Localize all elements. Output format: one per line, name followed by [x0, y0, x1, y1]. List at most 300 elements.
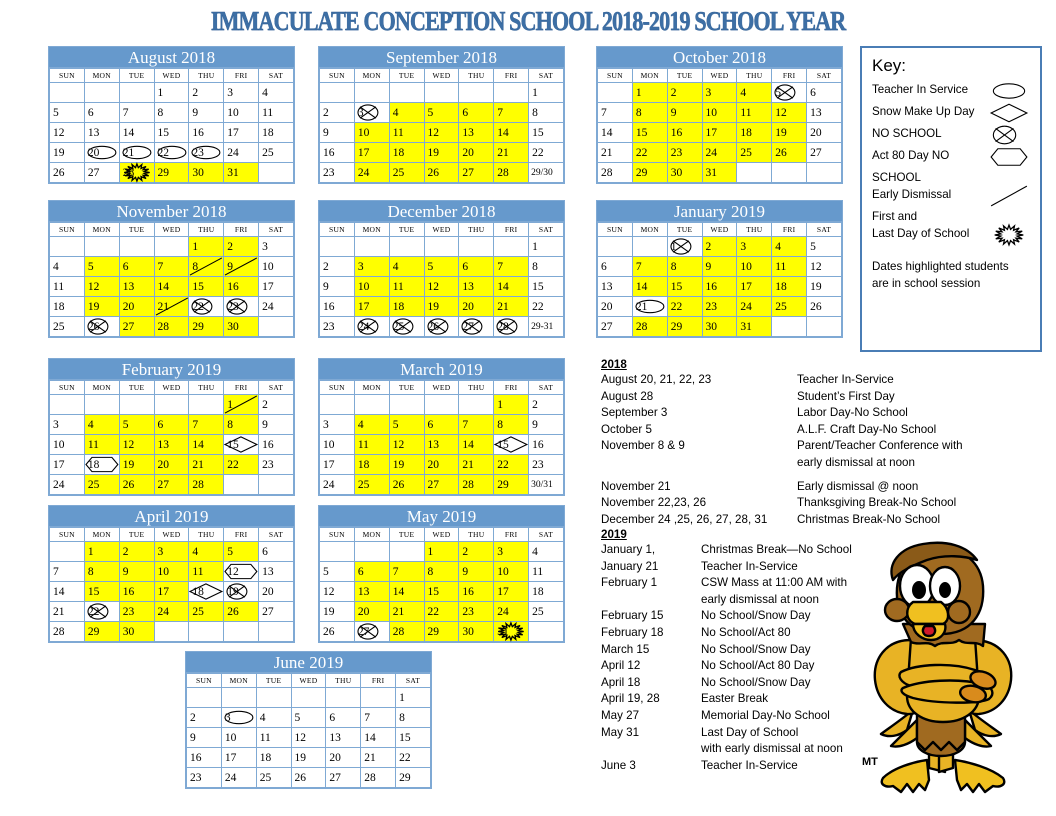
- day-number: 13: [462, 126, 474, 139]
- empty-day-cell: [119, 395, 154, 415]
- day-cell: [187, 768, 222, 788]
- weekday-header-sat: SAT: [807, 223, 842, 237]
- day-cell: [224, 83, 259, 103]
- weekday-header-sun: SUN: [598, 69, 633, 83]
- day-number: 15: [497, 438, 509, 451]
- day-number: 21: [601, 146, 613, 159]
- weekday-header-fri: FRI: [224, 528, 259, 542]
- day-cell: [361, 748, 396, 768]
- day-cell: [320, 602, 355, 622]
- day-number: 24: [497, 605, 509, 618]
- day-cell: [189, 163, 224, 183]
- day-number: 22: [399, 751, 411, 764]
- week-row: [320, 455, 564, 475]
- empty-day-cell: [259, 475, 294, 495]
- weekday-header-sat: SAT: [259, 69, 294, 83]
- week-row: [320, 475, 564, 495]
- event-row: [601, 512, 991, 529]
- day-number: 5: [294, 711, 301, 724]
- day-number: 17: [224, 751, 237, 764]
- day-cell: [737, 317, 772, 337]
- month-block-october-2018: [596, 46, 843, 184]
- empty-day-cell: [459, 237, 494, 257]
- day-cell: [459, 475, 494, 495]
- empty-day-cell: [354, 395, 389, 415]
- day-number: 23: [670, 146, 683, 159]
- day-number: 8: [497, 418, 503, 431]
- day-cell: [259, 297, 294, 317]
- day-cell: [224, 435, 259, 455]
- day-cell: [598, 257, 633, 277]
- day-cell: [224, 237, 259, 257]
- day-cell: [84, 475, 119, 495]
- empty-day-cell: [50, 542, 85, 562]
- day-cell: [389, 123, 424, 143]
- weekday-header-tue: TUE: [667, 69, 702, 83]
- day-cell: [807, 297, 842, 317]
- day-number: 19: [294, 751, 307, 764]
- weekday-header-thu: THU: [189, 528, 224, 542]
- day-cell: [424, 562, 459, 582]
- day-number: 20: [462, 300, 474, 313]
- day-number: 17: [357, 300, 370, 313]
- day-cell: [598, 123, 633, 143]
- key-rows: [862, 82, 1040, 248]
- key-symbol: [990, 185, 1028, 211]
- day-cell: [354, 277, 389, 297]
- day-number: 18: [392, 300, 405, 313]
- starburst-icon: [990, 224, 1028, 246]
- day-cell: [807, 123, 842, 143]
- week-row: [598, 143, 842, 163]
- day-number: 13: [87, 126, 100, 139]
- day-number: 26: [87, 320, 100, 333]
- event-date: December 24 ,25, 26, 27, 28, 31: [601, 512, 768, 526]
- day-number: 21: [462, 458, 474, 471]
- day-cell: [632, 257, 667, 277]
- day-cell: [259, 542, 294, 562]
- day-number: 10: [157, 565, 170, 578]
- weekday-header-mon: MON: [632, 69, 667, 83]
- event-date: January 1,: [601, 543, 656, 556]
- day-number: 16: [190, 751, 202, 764]
- week-row: [598, 237, 842, 257]
- day-cell: [154, 435, 189, 455]
- day-number: 16: [462, 585, 474, 598]
- day-number: 17: [357, 146, 370, 159]
- event-description: No School/Snow Day: [701, 609, 811, 623]
- weekday-header-sun: SUN: [320, 381, 355, 395]
- empty-day-cell: [256, 688, 291, 708]
- empty-day-cell: [389, 542, 424, 562]
- day-number: 7: [635, 260, 642, 273]
- day-cell: [187, 748, 222, 768]
- day-number: 22: [192, 300, 204, 313]
- month-title: August 2018: [49, 47, 294, 68]
- month-block-march-2019: [318, 358, 565, 496]
- day-number: 21: [53, 605, 65, 618]
- day-cell: [154, 163, 189, 183]
- weekday-header-sun: SUN: [50, 69, 85, 83]
- day-number: 9: [227, 260, 233, 273]
- day-number: 8: [670, 260, 677, 273]
- empty-day-cell: [221, 688, 256, 708]
- day-cell: [389, 475, 424, 495]
- weekday-header-tue: TUE: [256, 674, 291, 688]
- month-title: October 2018: [597, 47, 842, 68]
- week-row: [598, 317, 842, 337]
- day-cell: [224, 415, 259, 435]
- day-number: 29/30: [531, 167, 553, 178]
- weekday-header-fri: FRI: [224, 69, 259, 83]
- day-number: 19: [775, 126, 787, 139]
- day-cell: [84, 103, 119, 123]
- day-cell: [459, 163, 494, 183]
- event-description: Easter Break: [701, 692, 769, 706]
- week-row: [598, 83, 842, 103]
- day-number: 24: [323, 478, 335, 491]
- day-number: 24: [262, 300, 274, 313]
- day-number: 18: [392, 146, 405, 159]
- month-block-june-2019: [185, 651, 432, 789]
- day-cell: [189, 83, 224, 103]
- day-number: 20: [329, 751, 341, 764]
- empty-day-cell: [189, 395, 224, 415]
- weekday-header-mon: MON: [354, 223, 389, 237]
- day-cell: [529, 83, 564, 103]
- day-cell: [632, 123, 667, 143]
- day-number: 29: [399, 771, 411, 784]
- day-cell: [632, 297, 667, 317]
- weekday-header-fri: FRI: [772, 223, 807, 237]
- day-number: 24: [705, 146, 718, 159]
- day-cell: [154, 277, 189, 297]
- day-number: 16: [705, 280, 718, 293]
- day-cell: [84, 415, 119, 435]
- day-cell: [84, 582, 119, 602]
- day-number: 15: [192, 280, 204, 293]
- weekday-header-sat: SAT: [529, 381, 564, 395]
- weekday-header-row: [598, 69, 842, 83]
- day-number: 5: [810, 240, 816, 253]
- day-cell: [529, 435, 564, 455]
- day-cell: [389, 622, 424, 642]
- day-cell: [772, 103, 807, 123]
- event-date: May 31: [601, 725, 640, 739]
- empty-day-cell: [187, 688, 222, 708]
- day-cell: [189, 317, 224, 337]
- day-cell: [389, 297, 424, 317]
- day-cell: [459, 622, 494, 642]
- day-number: 28: [157, 320, 170, 333]
- day-number: 8: [399, 711, 405, 724]
- day-number: 9: [192, 106, 199, 119]
- month-grid: [597, 222, 842, 337]
- day-cell: [494, 257, 529, 277]
- day-cell: [259, 103, 294, 123]
- weekday-header-tue: TUE: [389, 69, 424, 83]
- day-number: 18: [53, 300, 65, 313]
- event-description: Parent/Teacher Conference with: [797, 439, 963, 453]
- event-description: early dismissal at noon: [701, 592, 819, 606]
- weekday-header-sun: SUN: [598, 223, 633, 237]
- day-cell: [221, 768, 256, 788]
- week-row: [50, 602, 294, 622]
- day-number: 14: [392, 585, 405, 598]
- day-cell: [84, 622, 119, 642]
- day-number: 11: [392, 126, 404, 139]
- empty-day-cell: [50, 395, 85, 415]
- day-cell: [459, 277, 494, 297]
- day-number: 20: [262, 585, 274, 598]
- day-cell: [389, 317, 424, 337]
- day-cell: [187, 728, 222, 748]
- empty-day-cell: [361, 688, 396, 708]
- day-number: 14: [364, 731, 376, 744]
- day-number: 23: [227, 300, 239, 313]
- weekday-header-sat: SAT: [259, 528, 294, 542]
- day-number: 25: [392, 320, 405, 333]
- day-cell: [807, 103, 842, 123]
- day-cell: [119, 163, 154, 183]
- day-cell: [291, 748, 326, 768]
- day-cell: [119, 475, 154, 495]
- empty-day-cell: [50, 237, 85, 257]
- day-cell: [632, 317, 667, 337]
- weekday-header-mon: MON: [84, 223, 119, 237]
- day-number: 27: [357, 625, 370, 638]
- day-cell: [320, 257, 355, 277]
- day-cell: [119, 455, 154, 475]
- day-cell: [389, 602, 424, 622]
- weekday-header-tue: TUE: [119, 223, 154, 237]
- day-number: 18: [262, 126, 274, 139]
- day-cell: [494, 455, 529, 475]
- weekday-header-sat: SAT: [807, 69, 842, 83]
- day-number: 16: [323, 146, 335, 159]
- month-block-november-2018: [48, 200, 295, 338]
- day-number: 9: [705, 260, 712, 273]
- day-number: 30: [122, 625, 135, 638]
- day-cell: [354, 415, 389, 435]
- day-number: 14: [157, 280, 170, 293]
- day-cell: [259, 582, 294, 602]
- empty-day-cell: [84, 237, 119, 257]
- empty-day-cell: [424, 237, 459, 257]
- empty-day-cell: [807, 317, 842, 337]
- event-date: February 1: [601, 576, 658, 590]
- week-row: [320, 395, 564, 415]
- day-number: 7: [462, 418, 469, 431]
- week-row: [598, 103, 842, 123]
- weekday-header-fri: FRI: [361, 674, 396, 688]
- day-cell: [259, 83, 294, 103]
- day-number: 18: [192, 585, 204, 598]
- weekday-header-wed: WED: [154, 69, 189, 83]
- day-cell: [396, 768, 431, 788]
- day-cell: [396, 688, 431, 708]
- day-number: 19: [53, 146, 65, 159]
- weekday-header-thu: THU: [189, 381, 224, 395]
- key-heading: Key:: [872, 56, 907, 75]
- week-row: [320, 123, 564, 143]
- empty-day-cell: [389, 237, 424, 257]
- day-cell: [667, 83, 702, 103]
- day-number: 11: [392, 280, 404, 293]
- day-number: 11: [192, 565, 204, 578]
- empty-day-cell: [320, 237, 355, 257]
- event-description: Early dismissal @ noon: [797, 479, 919, 493]
- event-description: CSW Mass at 11:00 AM with: [701, 576, 848, 590]
- key-item-label: Last Day of School: [872, 227, 970, 240]
- day-cell: [189, 257, 224, 277]
- day-number: 11: [262, 106, 274, 119]
- day-cell: [529, 103, 564, 123]
- day-number: 9: [323, 126, 329, 139]
- week-row: [320, 103, 564, 123]
- weekday-header-sat: SAT: [396, 674, 431, 688]
- day-cell: [389, 163, 424, 183]
- day-cell: [632, 277, 667, 297]
- day-number: 25: [392, 166, 405, 179]
- key-item-label: SCHOOL: [872, 171, 921, 184]
- day-number: 3: [705, 86, 712, 99]
- day-cell: [667, 257, 702, 277]
- day-number: 18: [740, 126, 752, 139]
- week-row: [320, 582, 564, 602]
- event-date: March 15: [601, 642, 650, 656]
- day-number: 9: [670, 106, 677, 119]
- day-cell: [459, 257, 494, 277]
- day-number: 6: [462, 106, 469, 119]
- day-cell: [224, 257, 259, 277]
- month-block-february-2019: [48, 358, 295, 496]
- day-cell: [50, 317, 85, 337]
- weekday-header-row: [50, 381, 294, 395]
- weekday-header-mon: MON: [632, 223, 667, 237]
- day-number: 12: [122, 438, 135, 451]
- weekday-header-sun: SUN: [187, 674, 222, 688]
- key-item-label: Act 80 Day NO: [872, 149, 950, 162]
- day-number: 28: [392, 625, 405, 638]
- day-number: 11: [740, 106, 752, 119]
- month-title: December 2018: [319, 201, 564, 222]
- day-cell: [50, 163, 85, 183]
- day-number: 7: [157, 260, 164, 273]
- empty-day-cell: [326, 688, 361, 708]
- day-cell: [737, 83, 772, 103]
- day-number: 11: [53, 280, 65, 293]
- weekday-header-thu: THU: [459, 223, 494, 237]
- day-number: 9: [462, 565, 469, 578]
- hexagon-icon: [990, 146, 1028, 168]
- day-number: 25: [532, 605, 544, 618]
- empty-day-cell: [50, 83, 85, 103]
- event-description: Teacher In-Service: [701, 559, 798, 573]
- day-number: 29: [427, 625, 440, 638]
- key-item-label: NO SCHOOL: [872, 127, 942, 140]
- day-cell: [424, 297, 459, 317]
- week-row: [320, 163, 564, 183]
- day-number: 1: [227, 398, 233, 411]
- weekday-header-sat: SAT: [529, 223, 564, 237]
- day-cell: [529, 277, 564, 297]
- event-description: Teacher In-Service: [701, 758, 798, 772]
- day-cell: [291, 728, 326, 748]
- day-number: 18: [357, 458, 370, 471]
- day-cell: [424, 582, 459, 602]
- day-cell: [354, 582, 389, 602]
- key-item: [872, 187, 1040, 209]
- empty-day-cell: [154, 395, 189, 415]
- day-number: 28: [497, 320, 509, 333]
- month-grid: [49, 380, 294, 495]
- event-row: [601, 372, 991, 389]
- day-cell: [459, 297, 494, 317]
- day-cell: [459, 542, 494, 562]
- day-cell: [189, 602, 224, 622]
- day-number: 12: [294, 731, 307, 744]
- day-cell: [529, 562, 564, 582]
- day-cell: [154, 143, 189, 163]
- day-number: 29: [497, 478, 509, 491]
- week-row: [598, 297, 842, 317]
- day-cell: [259, 143, 294, 163]
- day-number: 8: [635, 106, 642, 119]
- day-number: 12: [53, 126, 65, 139]
- weekday-header-fri: FRI: [494, 528, 529, 542]
- day-number: 28: [497, 166, 509, 179]
- day-number: 31: [497, 625, 509, 638]
- weekday-header-sun: SUN: [320, 528, 355, 542]
- day-cell: [259, 455, 294, 475]
- day-cell: [494, 317, 529, 337]
- day-cell: [632, 103, 667, 123]
- day-number: 6: [601, 260, 607, 273]
- day-number: 5: [227, 545, 233, 558]
- day-number: 28: [462, 478, 474, 491]
- day-number: 7: [364, 711, 370, 724]
- event-row: [601, 495, 991, 512]
- day-number: 3: [53, 418, 59, 431]
- day-number: 28: [53, 625, 65, 638]
- day-number: 23: [192, 146, 204, 159]
- day-number: 31: [740, 320, 752, 333]
- day-cell: [320, 415, 355, 435]
- weekday-header-tue: TUE: [389, 528, 424, 542]
- day-number: 2: [705, 240, 712, 253]
- day-number: 14: [601, 126, 613, 139]
- day-number: 12: [775, 106, 787, 119]
- week-row: [50, 395, 294, 415]
- legend-key-box: [860, 46, 1042, 352]
- day-cell: [529, 415, 564, 435]
- day-cell: [424, 143, 459, 163]
- day-number: 19: [323, 605, 335, 618]
- day-number: 15: [157, 126, 170, 139]
- event-date: February 18: [601, 625, 664, 639]
- day-number: 12: [87, 280, 100, 293]
- day-cell: [84, 455, 119, 475]
- key-item-label: Snow Make Up Day: [872, 105, 975, 118]
- weekday-header-sun: SUN: [320, 69, 355, 83]
- day-number: 4: [740, 86, 747, 99]
- day-cell: [424, 622, 459, 642]
- key-note-line1: Dates highlighted students: [872, 260, 1009, 273]
- day-number: 27: [462, 320, 474, 333]
- week-row: [50, 562, 294, 582]
- key-note-line2: are in school session: [872, 277, 981, 290]
